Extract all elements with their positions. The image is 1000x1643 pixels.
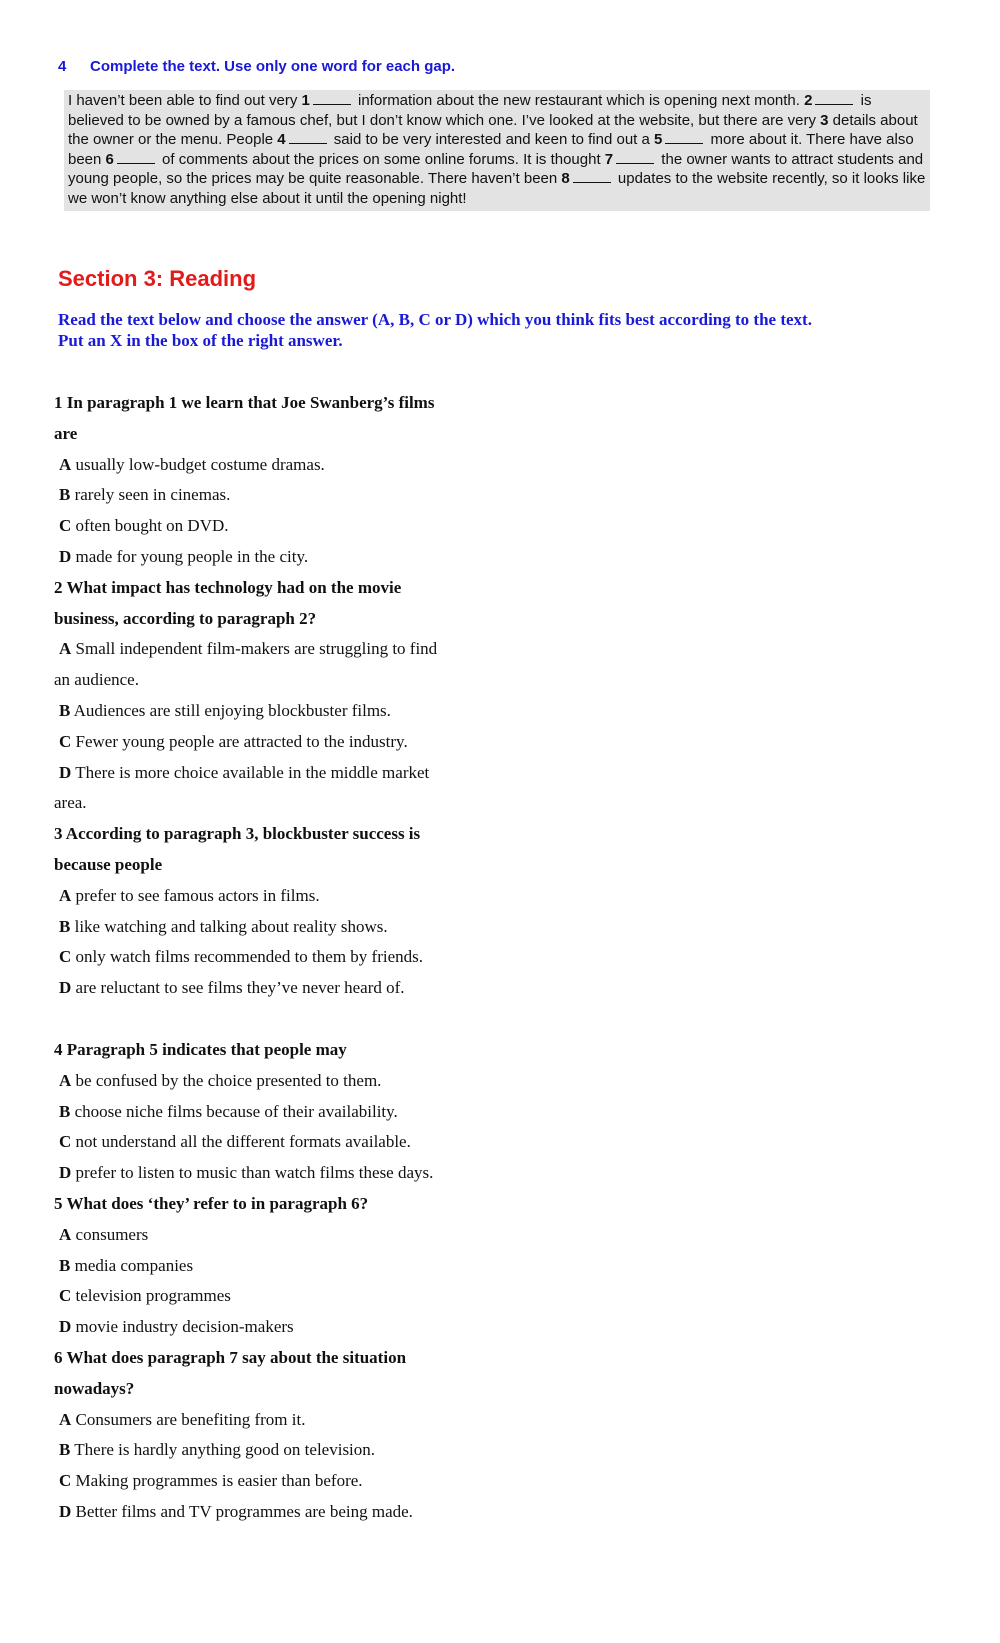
answer-option[interactable]: C only watch films recommended to them by friends. (59, 947, 424, 967)
text-run: said to be very interested and keen to find out a (329, 131, 655, 149)
text-run: I haven’t been able to find out very (68, 92, 302, 109)
option-letter: A (59, 454, 72, 474)
text-run: information about the new restaurant which is opening next month. (353, 92, 805, 109)
option-letter: C (59, 947, 72, 967)
option-letter: C (59, 516, 72, 536)
answer-option[interactable]: B rarely seen in cinemas. (59, 485, 231, 505)
exercise-instruction: Complete the text. Use only one word for each gap. (90, 58, 456, 75)
answer-option[interactable]: C Making programmes is easier than before. (59, 1471, 363, 1491)
answer-gap[interactable] (573, 170, 611, 183)
answer-option[interactable]: A be confused by the choice presented to them. (59, 1070, 382, 1090)
gap-number: 4 (277, 131, 286, 149)
answer-option[interactable]: D There is more choice available in the middle market (59, 762, 430, 782)
answer-option[interactable]: B choose niche films because of their availability. (59, 1101, 398, 1121)
instruction-line: Read the text below and choose the answer (A, B, C or D) which you think fits best according to the text. (58, 310, 812, 329)
gap-number: 5 (654, 131, 663, 149)
gap-fill-text (64, 90, 930, 211)
question (54, 1343, 474, 1528)
option-letter: B (59, 1101, 71, 1121)
option-letter: B (59, 916, 71, 936)
option-letter: D (59, 1163, 72, 1183)
question-stem: 4 Paragraph 5 indicates that people may (54, 1039, 347, 1059)
answer-option[interactable]: B Audiences are still enjoying blockbuster films. (59, 700, 391, 720)
answer-option[interactable]: B There is hardly anything good on television. (59, 1440, 376, 1460)
option-letter: B (59, 700, 71, 720)
question-stem: 1 In paragraph 1 we learn that Joe Swanberg’s films (54, 393, 435, 412)
answer-option[interactable]: B media companies (59, 1255, 194, 1275)
gap-number: 3 (820, 111, 829, 129)
section-instructions (58, 309, 938, 351)
question (54, 388, 474, 573)
answer-gap[interactable] (117, 151, 155, 164)
option-letter: C (59, 1132, 72, 1152)
question-stem: business, according to paragraph 2? (54, 608, 317, 628)
text-run: the owner wants to attract students and young people, so the prices may be quite reasonable. There haven’t been (68, 150, 924, 188)
question (54, 1189, 474, 1343)
text-run: updates to the website recently, so it looks like we won’t know anything else about it until the opening night! (68, 170, 926, 207)
gap-number: 1 (301, 92, 310, 109)
option-letter: A (59, 1409, 72, 1429)
answer-option[interactable]: C television programmes (59, 1286, 231, 1306)
answer-option[interactable]: D are reluctant to see films they’ve never heard of. (59, 978, 405, 998)
answer-option[interactable]: A Small independent film-makers are struggling to find (59, 639, 438, 659)
question (54, 573, 474, 819)
question-list (54, 388, 474, 1528)
answer-option[interactable]: A prefer to see famous actors in films. (59, 885, 320, 905)
text-run: of comments about the prices on some online forums. It is thought (157, 150, 605, 168)
question-stem: 6 What does paragraph 7 say about the situation (54, 1347, 407, 1367)
option-letter: D (59, 762, 72, 782)
option-letter: B (59, 1255, 71, 1275)
question (54, 819, 474, 1004)
gap-number: 6 (105, 150, 114, 168)
answer-option[interactable]: an audience. (54, 670, 139, 690)
option-letter: A (59, 639, 72, 659)
question-stem: 5 What does ‘they’ refer to in paragraph 6? (54, 1193, 369, 1213)
option-letter: D (59, 1501, 72, 1521)
option-letter: B (59, 485, 71, 505)
answer-option[interactable]: D Better films and TV programmes are being made. (59, 1501, 413, 1521)
answer-option[interactable]: C often bought on DVD. (59, 516, 229, 536)
gap-number: 7 (604, 150, 614, 168)
question (54, 1035, 474, 1189)
answer-option[interactable]: D prefer to listen to music than watch films these days. (59, 1163, 434, 1183)
spacer (54, 1004, 474, 1035)
option-letter: D (59, 1317, 72, 1337)
answer-option[interactable]: D made for young people in the city. (59, 546, 309, 566)
option-letter: A (59, 1070, 72, 1090)
answer-option[interactable]: A Consumers are benefiting from it. (59, 1409, 306, 1429)
text-run: is believed to be owned by a famous chef, but I don’t know which one. I’ve looked at the website, but there are very (68, 92, 872, 129)
answer-gap[interactable] (665, 131, 703, 144)
option-letter: B (59, 1440, 71, 1460)
answer-option[interactable]: area. (54, 793, 87, 813)
option-letter: C (59, 731, 72, 751)
text-run: details about the owner or the menu. People (68, 111, 918, 149)
answer-gap[interactable] (616, 151, 654, 164)
answer-option[interactable]: A consumers (59, 1224, 149, 1244)
option-letter: A (59, 885, 72, 905)
option-letter: D (59, 546, 72, 566)
option-letter: D (59, 978, 72, 998)
answer-option[interactable]: B like watching and talking about reality shows. (59, 916, 388, 936)
question-stem: 3 According to paragraph 3, blockbuster success is (54, 824, 421, 844)
exercise-number: 4 (58, 58, 67, 75)
gap-number: 8 (561, 170, 570, 188)
answer-gap[interactable] (289, 131, 327, 144)
question-stem: nowadays? (54, 1378, 135, 1398)
option-letter: A (59, 1224, 72, 1244)
option-letter: C (59, 1286, 72, 1306)
question-stem: because people (54, 854, 163, 874)
option-letter: C (59, 1471, 72, 1491)
question-stem: are (54, 423, 78, 443)
exercise-heading (58, 58, 455, 75)
answer-option[interactable]: C Fewer young people are attracted to the industry. (59, 731, 408, 751)
question-stem: 2 What impact has technology had on the movie (54, 577, 402, 597)
answer-gap[interactable] (815, 92, 853, 105)
answer-option[interactable]: C not understand all the different formats available. (59, 1132, 411, 1152)
gap-number: 2 (804, 92, 813, 109)
answer-option[interactable]: A usually low-budget costume dramas. (59, 454, 325, 474)
section-title: Section 3: Reading (58, 266, 257, 291)
answer-gap[interactable] (313, 92, 351, 105)
answer-option[interactable]: D movie industry decision-makers (59, 1317, 294, 1337)
instruction-line: Put an X in the box of the right answer. (58, 331, 343, 350)
text-run: more about it. There have also been (68, 131, 914, 168)
